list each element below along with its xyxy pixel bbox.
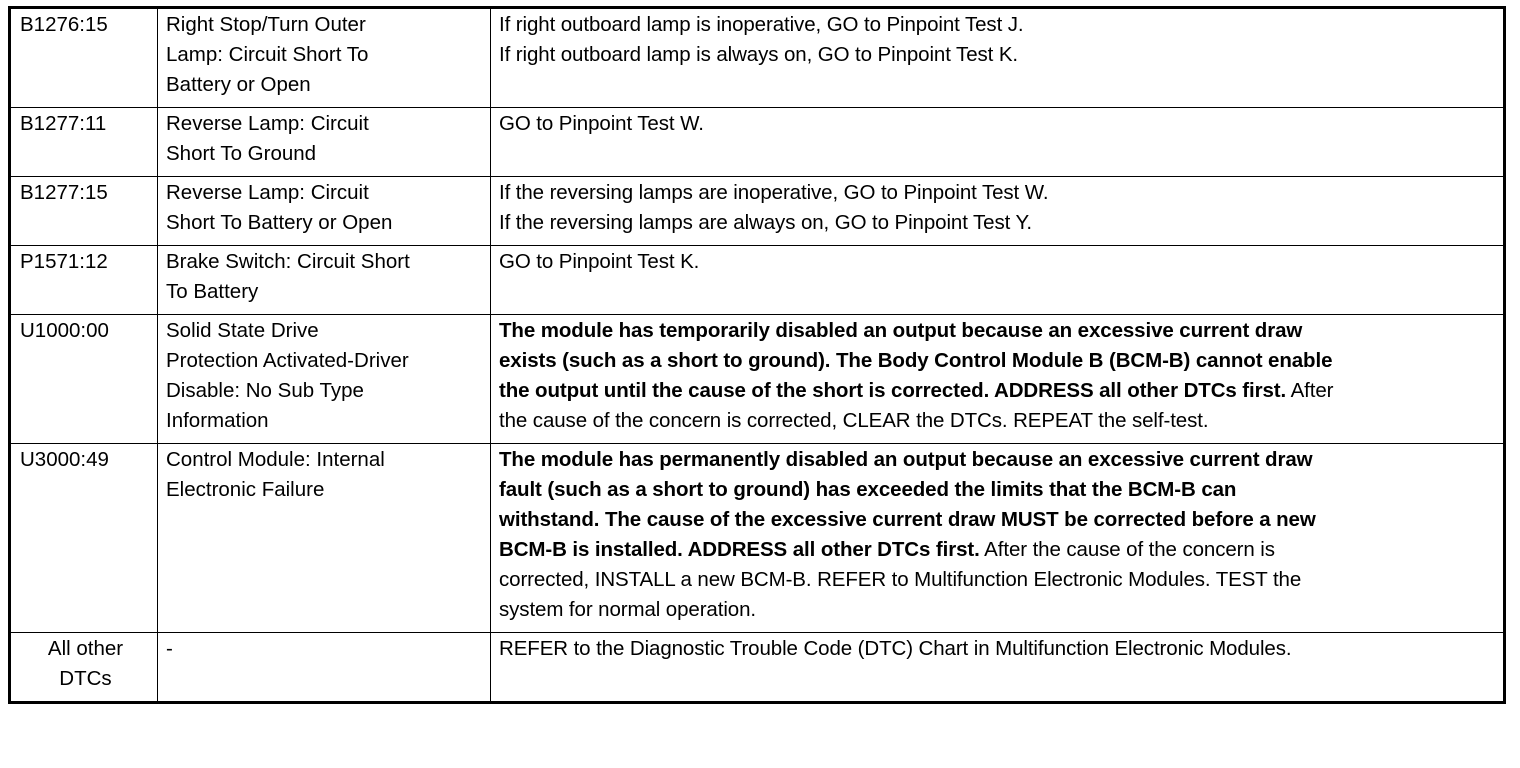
dtc-action-cell xyxy=(491,315,1505,444)
table-row xyxy=(10,108,1505,177)
action-line xyxy=(499,445,1495,475)
dtc-code-text: U1000:00 xyxy=(20,319,109,342)
table-row xyxy=(10,177,1505,246)
dtc-table xyxy=(8,6,1506,704)
action-line xyxy=(499,109,1495,139)
action-text: If right outboard lamp is always on, GO to Pinpoint Test K. xyxy=(499,43,1019,66)
table-row xyxy=(10,8,1505,108)
action-line xyxy=(499,565,1495,595)
action-text: system for normal operation. xyxy=(499,598,756,621)
action-line xyxy=(499,406,1495,436)
dtc-description-text: Short To Ground xyxy=(166,142,317,165)
action-line xyxy=(499,505,1495,535)
action-text: If right outboard lamp is inoperative, GO to Pinpoint Test J. xyxy=(499,13,1024,36)
action-bold-text: fault (such as a short to ground) has exceeded the limits that the BCM-B can xyxy=(499,478,1237,501)
action-text: After the cause of the concern is xyxy=(979,538,1275,561)
dtc-description-text: Lamp: Circuit Short To xyxy=(166,43,369,66)
dtc-description-cell xyxy=(158,633,491,703)
action-line xyxy=(499,475,1495,505)
action-line xyxy=(499,346,1495,376)
dtc-description-cell xyxy=(158,444,491,633)
dtc-code-cell xyxy=(10,444,158,633)
dtc-code-text: DTCs xyxy=(59,667,112,690)
action-line xyxy=(499,40,1495,70)
dtc-action-cell xyxy=(491,108,1505,177)
dtc-code-cell xyxy=(10,8,158,108)
action-text: If the reversing lamps are inoperative, GO to Pinpoint Test W. xyxy=(499,181,1049,204)
action-bold-text: exists (such as a short to ground). The Body Control Module B (BCM-B) cannot enable xyxy=(499,349,1333,372)
dtc-description-text: Electronic Failure xyxy=(166,478,325,501)
dtc-description-text: Reverse Lamp: Circuit xyxy=(166,181,369,204)
dtc-code-text: B1277:15 xyxy=(20,181,108,204)
action-text: corrected, INSTALL a new BCM-B. REFER to Multifunction Electronic Modules. TEST the xyxy=(499,568,1302,591)
action-bold-text: BCM-B is installed. ADDRESS all other DTCs first. xyxy=(499,538,980,561)
action-text: GO to Pinpoint Test K. xyxy=(499,250,700,273)
action-bold-text: withstand. The cause of the excessive current draw MUST be corrected before a new xyxy=(499,508,1316,531)
action-line xyxy=(499,535,1495,565)
action-text: the cause of the concern is corrected, CLEAR the DTCs. REPEAT the self-test. xyxy=(499,409,1209,432)
action-text: GO to Pinpoint Test W. xyxy=(499,112,704,135)
dtc-code-cell xyxy=(10,177,158,246)
dtc-description-text: Disable: No Sub Type xyxy=(166,379,364,402)
dtc-code-text: U3000:49 xyxy=(20,448,109,471)
action-line xyxy=(499,178,1495,208)
dtc-description-cell xyxy=(158,246,491,315)
action-line xyxy=(499,595,1495,625)
action-line xyxy=(499,10,1495,40)
action-line xyxy=(499,634,1495,664)
dtc-action-cell xyxy=(491,444,1505,633)
dtc-action-cell xyxy=(491,246,1505,315)
dtc-code-cell xyxy=(10,246,158,315)
dtc-code-cell xyxy=(10,633,158,703)
dtc-code-text: B1276:15 xyxy=(20,13,108,36)
table-row xyxy=(10,246,1505,315)
action-line xyxy=(499,316,1495,346)
dtc-action-cell xyxy=(491,633,1505,703)
dtc-description-text: - xyxy=(166,637,173,660)
action-bold-text: The module has permanently disabled an output because an excessive current draw xyxy=(499,448,1313,471)
action-text: After xyxy=(1286,379,1334,402)
table-row xyxy=(10,633,1505,703)
action-bold-text: the output until the cause of the short is corrected. ADDRESS all other DTCs first. xyxy=(499,379,1287,402)
dtc-action-cell xyxy=(491,8,1505,108)
dtc-description-text: Battery or Open xyxy=(166,73,311,96)
dtc-description-text: Solid State Drive xyxy=(166,319,319,342)
dtc-description-cell xyxy=(158,8,491,108)
dtc-code-text: B1277:11 xyxy=(20,112,107,135)
dtc-description-text: Short To Battery or Open xyxy=(166,211,393,234)
action-text: If the reversing lamps are always on, GO to Pinpoint Test Y. xyxy=(499,211,1032,234)
dtc-table-body xyxy=(10,8,1505,703)
dtc-description-cell xyxy=(158,315,491,444)
dtc-description-text: To Battery xyxy=(166,280,259,303)
table-row xyxy=(10,444,1505,633)
dtc-action-cell xyxy=(491,177,1505,246)
action-bold-text: The module has temporarily disabled an output because an excessive current draw xyxy=(499,319,1303,342)
dtc-description-text: Brake Switch: Circuit Short xyxy=(166,250,410,273)
dtc-description-text: Information xyxy=(166,409,269,432)
dtc-description-text: Protection Activated-Driver xyxy=(166,349,409,372)
dtc-description-text: Control Module: Internal xyxy=(166,448,385,471)
action-line xyxy=(499,376,1495,406)
action-line xyxy=(499,208,1495,238)
action-line xyxy=(499,247,1495,277)
action-text: REFER to the Diagnostic Trouble Code (DTC) Chart in Multifunction Electronic Modules. xyxy=(499,637,1292,660)
dtc-code-cell xyxy=(10,108,158,177)
dtc-description-cell xyxy=(158,177,491,246)
table-row xyxy=(10,315,1505,444)
dtc-code-text: All other xyxy=(47,637,124,660)
dtc-description-text: Right Stop/Turn Outer xyxy=(166,13,366,36)
dtc-description-text: Reverse Lamp: Circuit xyxy=(166,112,369,135)
dtc-code-text: P1571:12 xyxy=(20,250,108,273)
dtc-description-cell xyxy=(158,108,491,177)
dtc-code-cell xyxy=(10,315,158,444)
